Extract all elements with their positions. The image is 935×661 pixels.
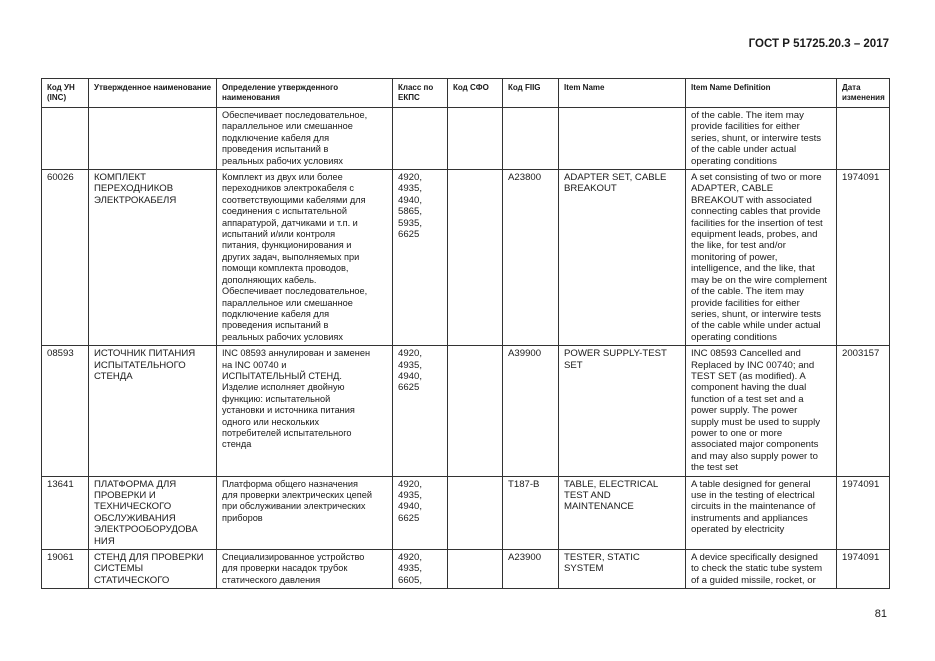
cell-item-name: TESTER, STATIC SYSTEM bbox=[559, 550, 686, 589]
cell-item-name: TABLE, ELECTRICAL TEST AND MAINTENANCE bbox=[559, 476, 686, 549]
cell-def-ru: Специализированное устройство для проверки насадок трубок статического давления bbox=[217, 550, 393, 589]
col-header-fiig: Код FIIG bbox=[503, 79, 559, 108]
cell-def-en: of the cable. The item may provide facilities for either series, shunt, or interwire tests of the cable under actual operating conditions bbox=[686, 108, 837, 170]
cell-fiig: A23800 bbox=[503, 170, 559, 346]
cell-ekps: 4920, 4935, 4940, 5865, 5935, 6625 bbox=[393, 170, 448, 346]
cell-sfo bbox=[448, 476, 503, 549]
cell-date: 1974091 bbox=[837, 476, 890, 549]
col-header-sfo: Код СФО bbox=[448, 79, 503, 108]
cell-inc bbox=[42, 108, 89, 170]
cell-def-en: INC 08593 Cancelled and Replaced by INC 00740; and TEST SET (as modified). A component having the dual function of a test set and a power supply. The power supply must be used to supply power to one or more associated major components and may also supply power to the test set bbox=[686, 346, 837, 476]
col-header-item-name: Item Name bbox=[559, 79, 686, 108]
page-number: 81 bbox=[874, 608, 887, 620]
table-row bbox=[42, 550, 890, 589]
table-row bbox=[42, 108, 890, 170]
table-row bbox=[42, 170, 890, 346]
cell-fiig: A23900 bbox=[503, 550, 559, 589]
cell-sfo bbox=[448, 170, 503, 346]
cell-def-en: A device specifically designed to check the static tube system of a guided missile, rocket, or bbox=[686, 550, 837, 589]
cell-sfo bbox=[448, 108, 503, 170]
table-header-row bbox=[42, 79, 890, 108]
col-header-def-ru: Определение утвержденного наименования bbox=[217, 79, 393, 108]
cell-def-ru: Комплект из двух или более переходников электрокабеля с соответствующими кабелями для соединения с испытательной аппаратурой, датчиками и т.п. и испытаний и/или контроля питания, функционирования и других задач, выполняемых при помощи комплекта проводов, дополняющих кабель. Обеспечивает последовательное, параллельное или смешанное подключение кабеля для проведения испытаний в реальных рабочих условиях bbox=[217, 170, 393, 346]
col-header-ekps: Класс по ЕКПС bbox=[393, 79, 448, 108]
cell-fiig: T187-B bbox=[503, 476, 559, 549]
cell-name-ru: ПЛАТФОРМА ДЛЯ ПРОВЕРКИ И ТЕХНИЧЕСКОГО ОБСЛУЖИВАНИЯ ЭЛЕКТРООБОРУДОВА НИЯ bbox=[89, 476, 217, 549]
cell-name-ru bbox=[89, 108, 217, 170]
cell-name-ru: ИСТОЧНИК ПИТАНИЯ ИСПЫТАТЕЛЬНОГО СТЕНДА bbox=[89, 346, 217, 476]
cell-date: 2003157 bbox=[837, 346, 890, 476]
document-header: ГОСТ Р 51725.20.3 – 2017 bbox=[748, 38, 889, 50]
cell-item-name bbox=[559, 108, 686, 170]
cell-ekps bbox=[393, 108, 448, 170]
cell-name-ru: КОМПЛЕКТ ПЕРЕХОДНИКОВ ЭЛЕКТРОКАБЕЛЯ bbox=[89, 170, 217, 346]
classification-table bbox=[41, 78, 890, 589]
cell-ekps: 4920, 4935, 4940, 6625 bbox=[393, 476, 448, 549]
cell-date bbox=[837, 108, 890, 170]
cell-sfo bbox=[448, 346, 503, 476]
table-row bbox=[42, 346, 890, 476]
cell-def-ru: Обеспечивает последовательное, параллельное или смешанное подключение кабеля для проведения испытаний в реальных рабочих условиях bbox=[217, 108, 393, 170]
cell-date: 1974091 bbox=[837, 170, 890, 346]
cell-fiig bbox=[503, 108, 559, 170]
cell-item-name: ADAPTER SET, CABLE BREAKOUT bbox=[559, 170, 686, 346]
cell-date: 1974091 bbox=[837, 550, 890, 589]
cell-def-ru: INC 08593 аннулирован и заменен на INC 00740 и ИСПЫТАТЕЛЬНЫЙ СТЕНД. Изделие исполняет двойную функцию: испытательной установки и источника питания одного или нескольких потребителей испытательного стенда bbox=[217, 346, 393, 476]
col-header-def-en: Item Name Definition bbox=[686, 79, 837, 108]
cell-fiig: A39900 bbox=[503, 346, 559, 476]
col-header-date: Дата изменения bbox=[837, 79, 890, 108]
cell-inc: 08593 bbox=[42, 346, 89, 476]
cell-sfo bbox=[448, 550, 503, 589]
cell-name-ru: СТЕНД ДЛЯ ПРОВЕРКИ СИСТЕМЫ СТАТИЧЕСКОГО bbox=[89, 550, 217, 589]
cell-inc: 60026 bbox=[42, 170, 89, 346]
cell-inc: 13641 bbox=[42, 476, 89, 549]
cell-def-en: A set consisting of two or more ADAPTER, CABLE BREAKOUT with associated connecting cables that provide facilities for the insertion of test equipment leads, probes, and the like, for test and/or monitoring of power, intelligence, and the like, that may be on the wire complement of the cable. The item may provide facilities for either series, shunt, or interwire tests of the cable while under actual operating conditions bbox=[686, 170, 837, 346]
col-header-name-ru: Утвержденное наименование bbox=[89, 79, 217, 108]
cell-ekps: 4920, 4935, 6605, bbox=[393, 550, 448, 589]
col-header-inc: Код УН (INC) bbox=[42, 79, 89, 108]
cell-inc: 19061 bbox=[42, 550, 89, 589]
cell-def-ru: Платформа общего назначения для проверки электрических цепей при обслуживании электрических приборов bbox=[217, 476, 393, 549]
cell-def-en: A table designed for general use in the testing of electrical circuits in the maintenance of instruments and appliances operated by electricity bbox=[686, 476, 837, 549]
table-row bbox=[42, 476, 890, 549]
cell-item-name: POWER SUPPLY-TEST SET bbox=[559, 346, 686, 476]
cell-ekps: 4920, 4935, 4940, 6625 bbox=[393, 346, 448, 476]
